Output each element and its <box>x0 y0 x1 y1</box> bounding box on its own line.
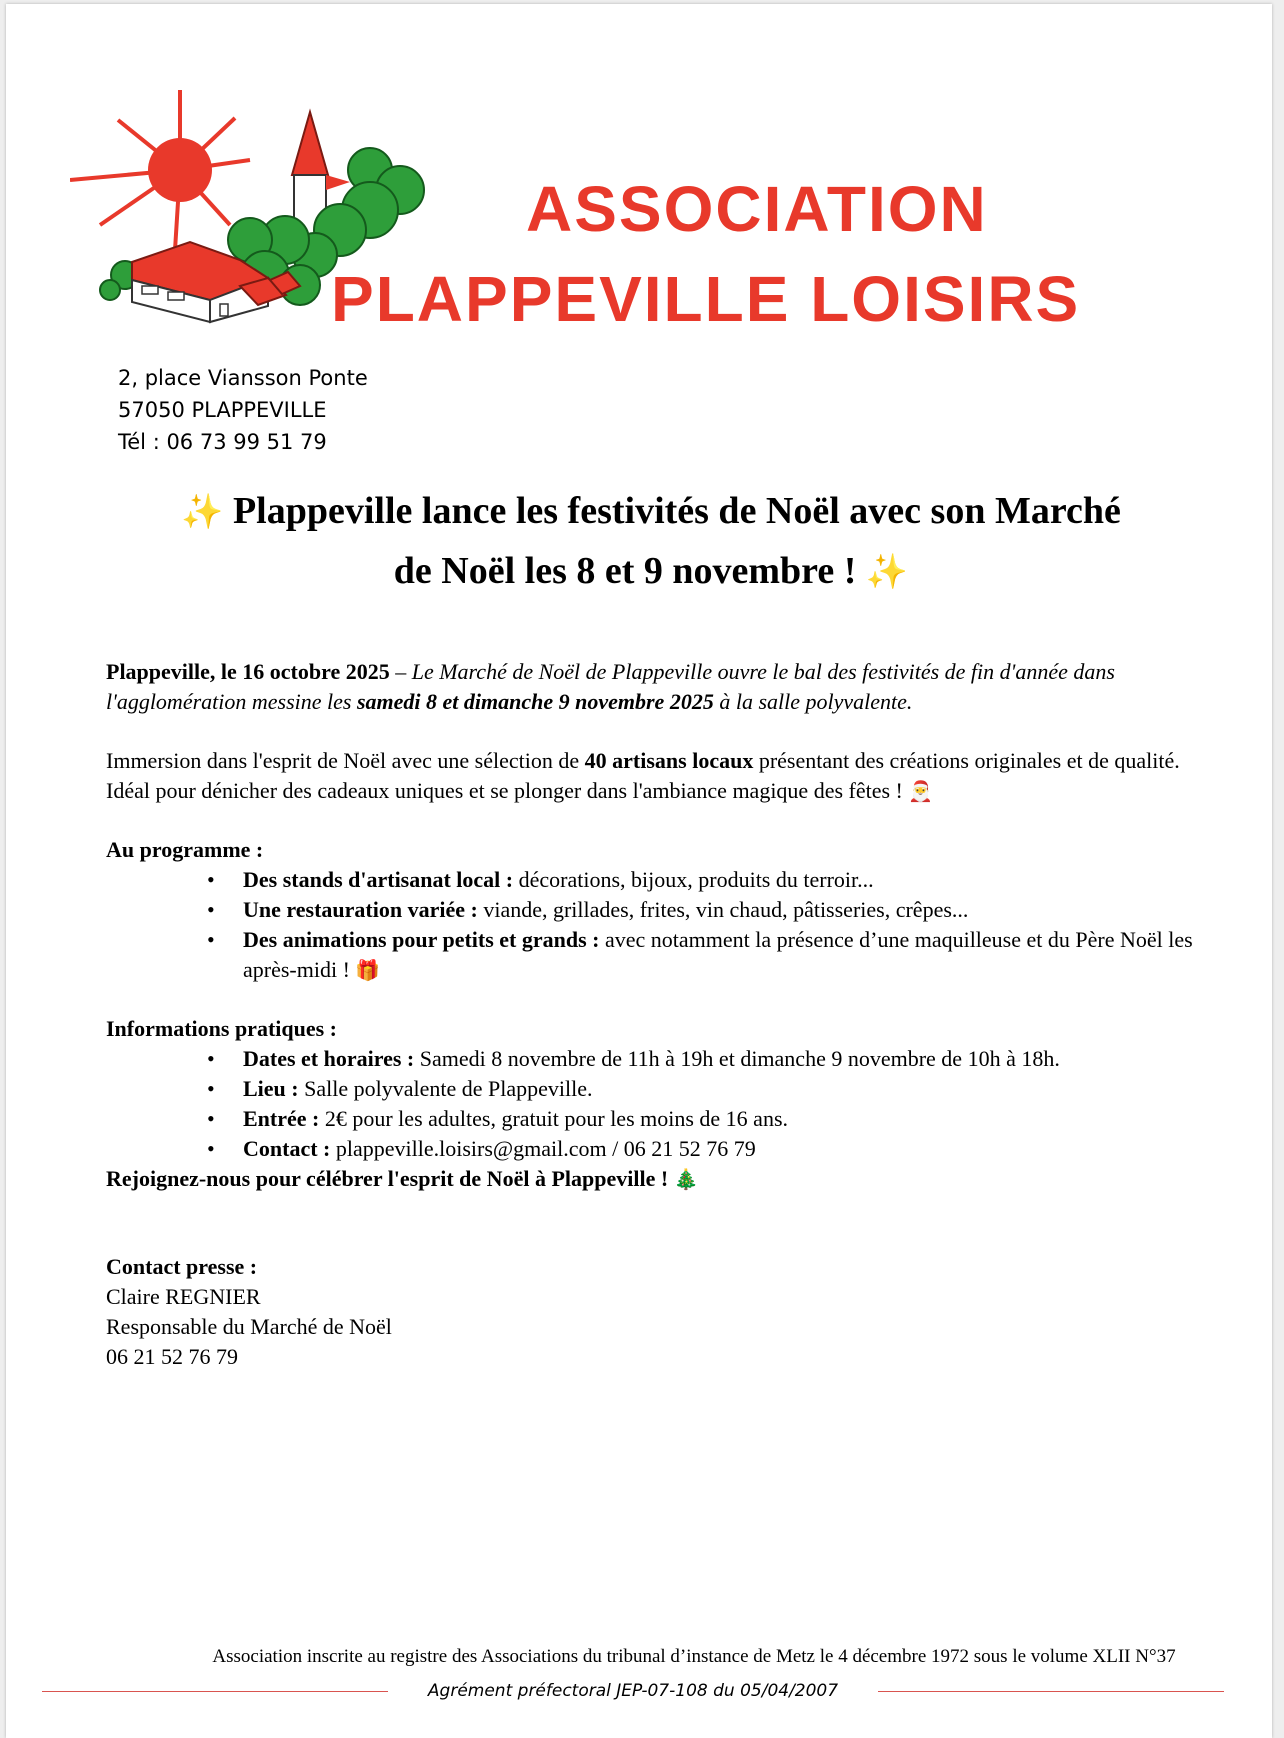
item-text: décorations, bijoux, produits du terroir... <box>513 867 874 892</box>
gift-icon: 🎁 <box>355 958 381 982</box>
sparkles-icon: ✨ <box>181 494 224 531</box>
press-name: Claire REGNIER <box>106 1284 261 1309</box>
press-role: Responsable du Marché de Noël <box>106 1314 392 1339</box>
title-line-1: ASSOCIATION <box>526 173 988 245</box>
immersion-text-a: Immersion dans l'esprit de Noël avec une sélection de <box>106 748 585 773</box>
list-item <box>243 1104 1216 1134</box>
list-item <box>243 1074 1216 1104</box>
headline-line-2: de Noël les 8 et 9 novembre ! <box>393 550 857 592</box>
closing-line: Rejoignez-nous pour célébrer l'esprit de Noël à Plappeville ! <box>106 1166 674 1191</box>
organization-title <box>286 164 1106 344</box>
item-text: viande, grillades, frites, vin chaud, pâtisseries, crêpes... <box>477 897 969 922</box>
item-text: Salle polyvalente de Plappeville. <box>298 1076 593 1101</box>
item-label: Des stands d'artisanat local : <box>243 867 514 892</box>
place-date: Plappeville, le 16 octobre 2025 <box>106 659 390 684</box>
address-block <box>118 362 368 458</box>
headline <box>96 482 1206 602</box>
footer-agrement-bar <box>42 1678 1224 1706</box>
list-item <box>243 865 1216 895</box>
item-label: Des animations pour petits et grands : <box>243 927 600 952</box>
press-heading: Contact presse : <box>106 1254 258 1279</box>
item-label: Lieu : <box>243 1076 299 1101</box>
infos-list <box>106 1044 1216 1164</box>
programme-heading: Au programme : <box>106 837 264 862</box>
immersion-bold: 40 artisans locaux <box>584 748 754 773</box>
santa-icon: 🎅 <box>908 779 934 803</box>
infos-heading: Informations pratiques : <box>106 1016 338 1041</box>
immersion-paragraph <box>106 746 1216 806</box>
press-phone: 06 21 52 76 79 <box>106 1344 238 1369</box>
programme-list <box>106 865 1216 985</box>
address-street: 2, place Viansson Ponte <box>118 366 368 390</box>
intro-dates: samedi 8 et dimanche 9 novembre 2025 <box>356 689 714 714</box>
item-text: 2€ pour les adultes, gratuit pour les moins de 16 ans. <box>319 1106 789 1131</box>
press-release-body <box>106 657 1216 1372</box>
item-text: plappeville.loisirs@gmail.com / 06 21 52 76 79 <box>330 1136 756 1161</box>
address-city: 57050 PLAPPEVILLE <box>118 398 327 422</box>
item-label: Contact : <box>243 1136 331 1161</box>
headline-line-1: Plappeville lance les festivités de Noël avec son Marché <box>232 490 1121 532</box>
intro-text-b: à la salle polyvalente. <box>713 689 913 714</box>
christmas-tree-icon: 🎄 <box>673 1167 699 1191</box>
intro-text-a: Le Marché de Noël de Plappeville ouvre le bal des festivités de fin d'année dans l'agglomération messine les <box>106 659 1115 714</box>
title-line-2: PLAPPEVILLE LOISIRS <box>331 263 1081 335</box>
intro-dash: – <box>389 659 412 684</box>
sparkles-icon: ✨ <box>865 554 909 591</box>
immersion-text-b: présentant des créations originales et de qualité. Idéal pour dénicher des cadeaux uniques et se plonger dans l'ambiance magique des fêtes ! <box>106 748 1180 803</box>
item-label: Entrée : <box>243 1106 320 1131</box>
item-label: Dates et horaires : <box>243 1046 415 1071</box>
item-text: Samedi 8 novembre de 11h à 19h et dimanche 9 novembre de 10h à 18h. <box>414 1046 1060 1071</box>
footer-agrement: Agrément préfectoral JEP-07-108 du 05/04/2007 <box>427 1681 839 1701</box>
item-text: avec notamment la présence d’une maquilleuse et du Père Noël les après-midi ! <box>243 927 1193 982</box>
list-item <box>243 925 1216 985</box>
footer-registry: Association inscrite au registre des Associations du tribunal d’instance de Metz le 4 décembre 1972 sous le volume XLII N°37 <box>212 1646 1176 1667</box>
list-item <box>243 1134 1216 1164</box>
intro-paragraph <box>106 657 1216 717</box>
document-page <box>6 4 1272 1738</box>
address-phone: Tél : 06 73 99 51 79 <box>118 430 327 454</box>
list-item <box>243 895 1216 925</box>
item-label: Une restauration variée : <box>243 897 478 922</box>
list-item <box>243 1044 1216 1074</box>
